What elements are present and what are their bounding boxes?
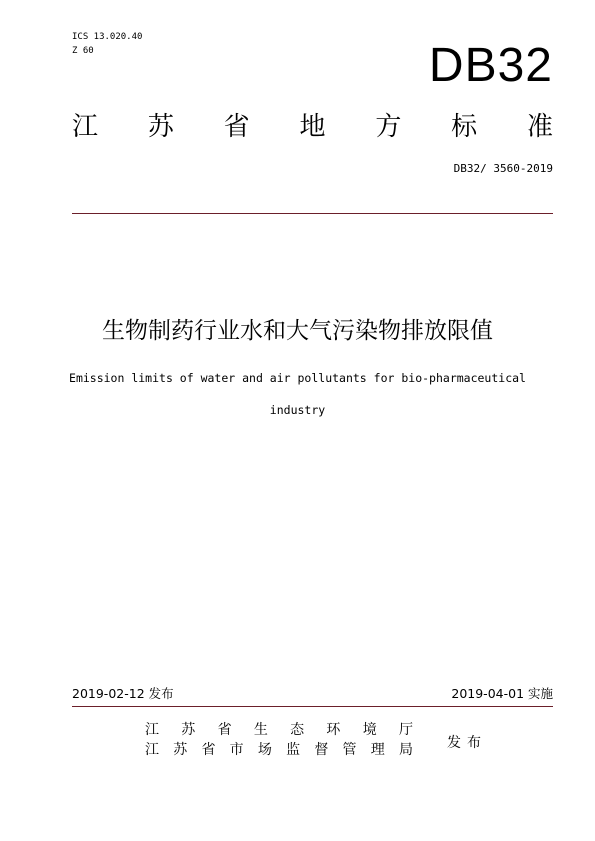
publish-date: 2019-02-12 发布: [72, 686, 174, 701]
db-code: DB32: [428, 39, 553, 92]
issuer-char: 理: [370, 742, 385, 758]
issuer-char: 生: [253, 722, 268, 738]
title-chinese: 生物制药行业水和大气污染物排放限值: [102, 318, 493, 344]
issuer-market-bureau: [145, 740, 413, 760]
bottom-divider: [72, 706, 553, 707]
issuer-char: 省: [201, 742, 216, 758]
ccs-code: Z 60: [72, 46, 94, 56]
issuer-char: 督: [314, 742, 329, 758]
issuer-char: 管: [342, 742, 357, 758]
standard-number: DB32/ 3560-2019: [453, 162, 553, 175]
standard-type-char: 准: [526, 112, 553, 142]
issuer-char: 苏: [173, 742, 188, 758]
issuing-authorities: [145, 720, 413, 760]
issuer-char: 省: [217, 722, 232, 738]
issuer-char: 环: [326, 722, 341, 738]
issuer-ecology-dept: [145, 720, 413, 740]
publish-label: 发布: [447, 735, 487, 751]
issuer-char: 江: [145, 722, 159, 738]
issuer-char: 监: [286, 742, 301, 758]
issuer-char: 态: [290, 722, 305, 738]
standard-type: [72, 110, 553, 144]
ics-code: ICS 13.020.40: [72, 32, 143, 42]
issuer-char: 场: [257, 742, 272, 758]
issuer-char: 市: [229, 742, 244, 758]
standard-type-char: 方: [375, 112, 402, 142]
implement-date: 2019-04-01 实施: [451, 686, 553, 701]
issuer-char: 苏: [181, 722, 196, 738]
top-divider: [72, 213, 553, 214]
classification-codes: [72, 30, 142, 58]
standard-type-char: 标: [451, 112, 478, 142]
standard-type-char: 省: [223, 112, 250, 142]
issuer-char: 局: [398, 742, 413, 758]
standard-type-char: 地: [299, 112, 326, 142]
standard-type-char: 苏: [147, 112, 174, 142]
issuer-char: 江: [145, 742, 159, 758]
standard-type-char: 江: [72, 112, 99, 142]
title-english: Emission limits of water and air pollutants for bio-pharmaceutical industry: [69, 371, 526, 417]
issuer-char: 境: [362, 722, 377, 738]
issuer-char: 厅: [398, 722, 413, 738]
